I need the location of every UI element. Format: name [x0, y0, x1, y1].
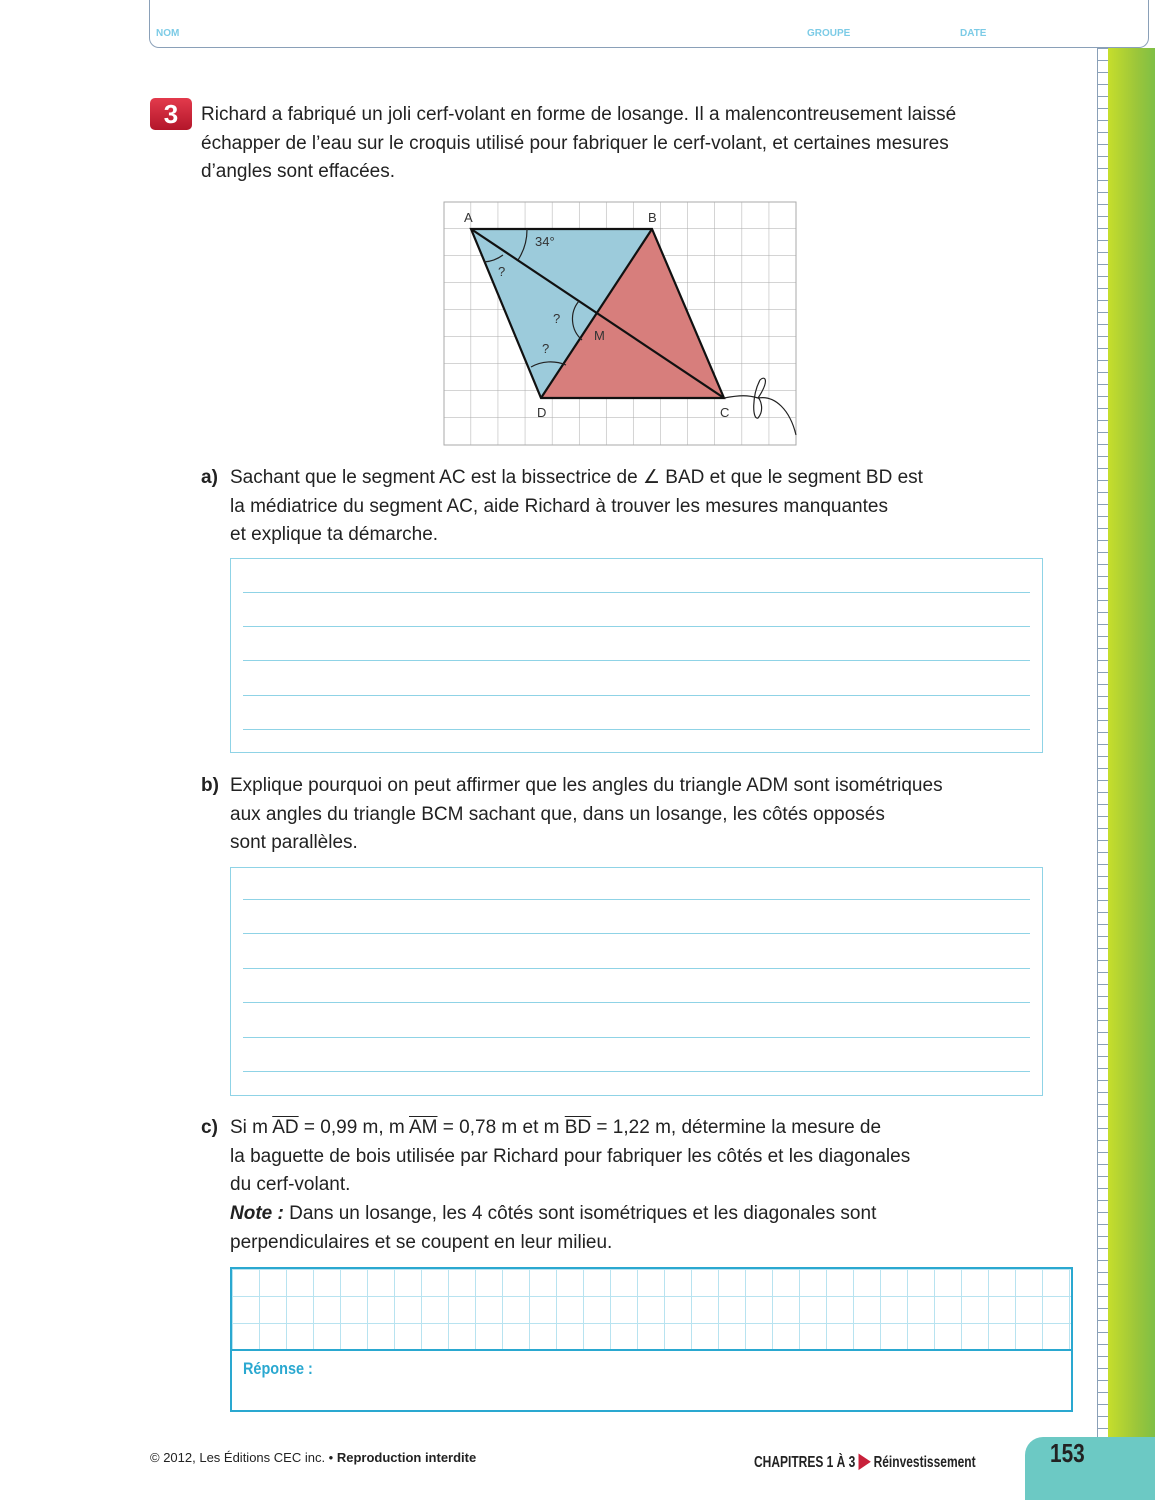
text: = 0,78 m et m	[437, 1117, 565, 1138]
arrow-icon: ▶	[858, 1450, 871, 1472]
angle-unknown: ?	[553, 311, 561, 326]
answer-box-b[interactable]	[230, 867, 1043, 1096]
note-text: perpendiculaires et se coupent en leur milieu.	[230, 1231, 613, 1253]
text-line: Explique pourquoi on peut affirmer que les angles du triangle ADM sont isométriques	[230, 775, 943, 796]
note-text: Dans un losange, les 4 côtés sont isométriques et les diagonales sont	[283, 1203, 877, 1225]
answer-box-c[interactable]	[230, 1267, 1073, 1412]
work-grid[interactable]	[232, 1269, 1071, 1351]
text: = 1,22 m, détermine la mesure de	[591, 1117, 882, 1138]
name-label: NOM	[156, 28, 180, 39]
copyright-text: © 2012, Les Éditions CEC inc. •	[150, 1450, 337, 1465]
page-number: 153	[1050, 1438, 1085, 1468]
text: Si m	[230, 1117, 273, 1138]
text-line: du cerf-volant.	[230, 1174, 351, 1196]
answer-box-a[interactable]	[230, 558, 1043, 753]
chapters-label: CHAPITRES 1 À 3	[754, 1454, 856, 1471]
question-c-label: c)	[201, 1117, 218, 1138]
chapter-breadcrumb	[754, 1448, 976, 1473]
page-tab	[1025, 1437, 1155, 1500]
rights-text: Reproduction interdite	[336, 1450, 477, 1465]
text-line: et explique ta démarche.	[230, 524, 439, 546]
segment-bd: $\overline{BD}$	[564, 1117, 592, 1138]
text-line: la baguette de bois utilisée par Richard pour fabriquer les côtés et les diagonales	[230, 1145, 911, 1167]
text-line: sont parallèles.	[230, 832, 358, 854]
text-line: Sachant que le segment AC est la bissectrice de ∠ BAD et que le segment BD est	[230, 467, 923, 488]
point-m: M	[594, 328, 605, 343]
intro-line: échapper de l’eau sur le croquis utilisé pour fabriquer le cerf-volant, et certaines mesures	[201, 132, 949, 154]
date-label: DATE	[960, 28, 987, 39]
point-c: C	[720, 405, 730, 420]
question-a-label: a)	[201, 467, 218, 488]
angle-unknown: ?	[498, 264, 506, 279]
question-c-text	[230, 1114, 910, 1258]
angle-unknown: ?	[542, 341, 550, 356]
copyright	[150, 1450, 476, 1465]
intro-line: d’angles sont effacées.	[201, 161, 396, 183]
text-line: la médiatrice du segment AC, aide Richard à trouver les mesures manquantes	[230, 495, 888, 517]
question-b-text	[230, 772, 943, 858]
angle-34: 34°	[535, 234, 555, 249]
intro-line: Richard a fabriqué un joli cerf-volant en forme de losange. Il a malencontreusement laissé	[201, 104, 957, 125]
segment-ad: $\overline{AD}$	[272, 1117, 299, 1138]
point-b: B	[648, 210, 657, 225]
answer-label: Réponse :	[243, 1359, 313, 1378]
section-label: Réinvestissement	[873, 1454, 976, 1471]
text-line: aux angles du triangle BCM sachant que, dans un losange, les côtés opposés	[230, 803, 885, 825]
text: = 0,99 m, m	[298, 1117, 409, 1138]
group-label: GROUPE	[807, 28, 851, 39]
note-label: Note :	[230, 1203, 284, 1225]
exercise-number: 3	[150, 98, 192, 130]
question-b-label: b)	[201, 775, 219, 796]
segment-am: $\overline{AM}$	[409, 1117, 438, 1138]
point-a: A	[464, 210, 473, 225]
question-a-text	[230, 464, 923, 550]
point-d: D	[537, 405, 547, 420]
